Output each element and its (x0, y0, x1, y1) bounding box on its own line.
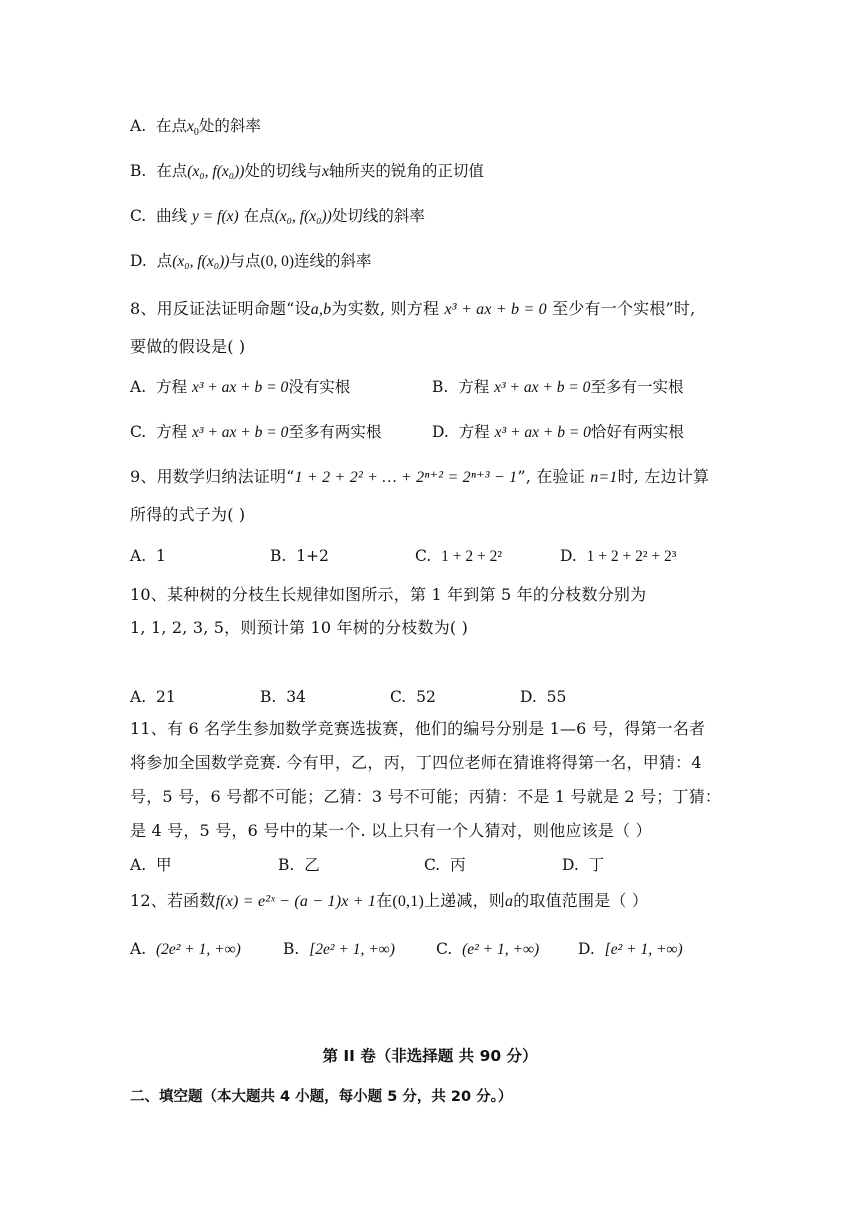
q12-option-b: B. [2e² + 1, +∞) (283, 940, 395, 958)
q12-option-a: A. (2e² + 1, +∞) (130, 940, 241, 958)
q10-option-d: D. 55 (520, 688, 567, 706)
q8-option-b: B. 方程 x³ + ax + b = 0至多有一实根 (432, 378, 684, 396)
q12-option-c: C. (e² + 1, +∞) (436, 940, 540, 958)
q7-option-b: B. 在点(x₀, f(x₀))处的切线与x轴所夹的锐角的正切值 (130, 162, 484, 180)
q8-stem-line1: 8、用反证法证明命题“设a,b为实数, 则方程 x³ + ax + b = 0 至少有一个实根”时, (130, 299, 696, 318)
q8-option-d: D. 方程 x³ + ax + b = 0恰好有两实根 (432, 423, 684, 441)
q12-option-d: D. [e² + 1, +∞) (578, 940, 683, 958)
section-title: 第 II 卷（非选择题 共 90 分） (322, 1047, 538, 1065)
q11-stem-line3: 号，5 号，6 号都不可能；乙猜：3 号不可能；丙猜：不是 1 号就是 2 号；丁猜： (130, 787, 722, 806)
q10-option-b: B. 34 (260, 688, 306, 706)
q8-option-a: A. 方程 x³ + ax + b = 0没有实根 (130, 378, 351, 396)
q10-option-c: C. 52 (390, 688, 436, 706)
q11-option-c: C. 丙 (424, 856, 466, 874)
q11-option-b: B. 乙 (278, 856, 320, 874)
q10-stem-line1: 10、某种树的分枝生长规律如图所示，第 1 年到第 5 年的分枝数分别为 (130, 585, 647, 604)
section-subtitle: 二、填空题（本大题共 4 小题，每小题 5 分，共 20 分。） (130, 1089, 513, 1105)
q10-option-a: A. 21 (130, 688, 176, 706)
q9-option-d: D. 1 + 2 + 2² + 2³ (560, 547, 677, 565)
q11-stem-line2: 将参加全国数学竞赛. 今有甲，乙，丙，丁四位老师在猜谁将得第一名，甲猜：4 (130, 753, 702, 772)
q7-option-c: C. 曲线 y = f(x) 在点(x₀, f(x₀))处切线的斜率 (130, 207, 425, 225)
q11-option-a: A. 甲 (130, 856, 172, 874)
q7-option-d: D. 点(x₀, f(x₀))与点(0, 0)连线的斜率 (130, 252, 372, 270)
q11-stem-line4: 是 4 号，5 号，6 号中的某一个. 以上只有一个人猜对，则他应该是（ ） (130, 821, 652, 840)
q9-option-b: B. 1+2 (270, 547, 329, 565)
q11-stem-line1: 11、有 6 名学生参加数学竞赛选拔赛，他们的编号分别是 1—6 号，得第一名者 (130, 719, 706, 738)
q9-stem-line2: 所得的式子为( ) (130, 505, 246, 524)
q8-stem-line2: 要做的假设是( ) (130, 337, 246, 356)
q9-option-a: A. 1 (130, 547, 166, 565)
q7-option-a: A. 在点$x_0$处的斜率 (130, 117, 261, 139)
q10-stem-line2: 1, 1, 2, 3, 5，则预计第 10 年树的分枝数为( ) (130, 618, 469, 637)
q9-option-c: C. 1 + 2 + 2² (415, 547, 502, 565)
q9-stem-line1: 9、用数学归纳法证明“1 + 2 + 2² + … + 2ⁿ⁺² = 2ⁿ⁺³ − 1”, 在验证 n=1时, 左边计算 (130, 467, 710, 486)
q8-option-c: C. 方程 x³ + ax + b = 0至多有两实根 (130, 423, 382, 441)
q11-option-d: D. 丁 (562, 856, 605, 874)
q12-stem: 12、若函数f(x) = e²ˣ − (a − 1)x + 1在(0,1)上递减，则a的取值范围是（ ） (130, 891, 649, 910)
